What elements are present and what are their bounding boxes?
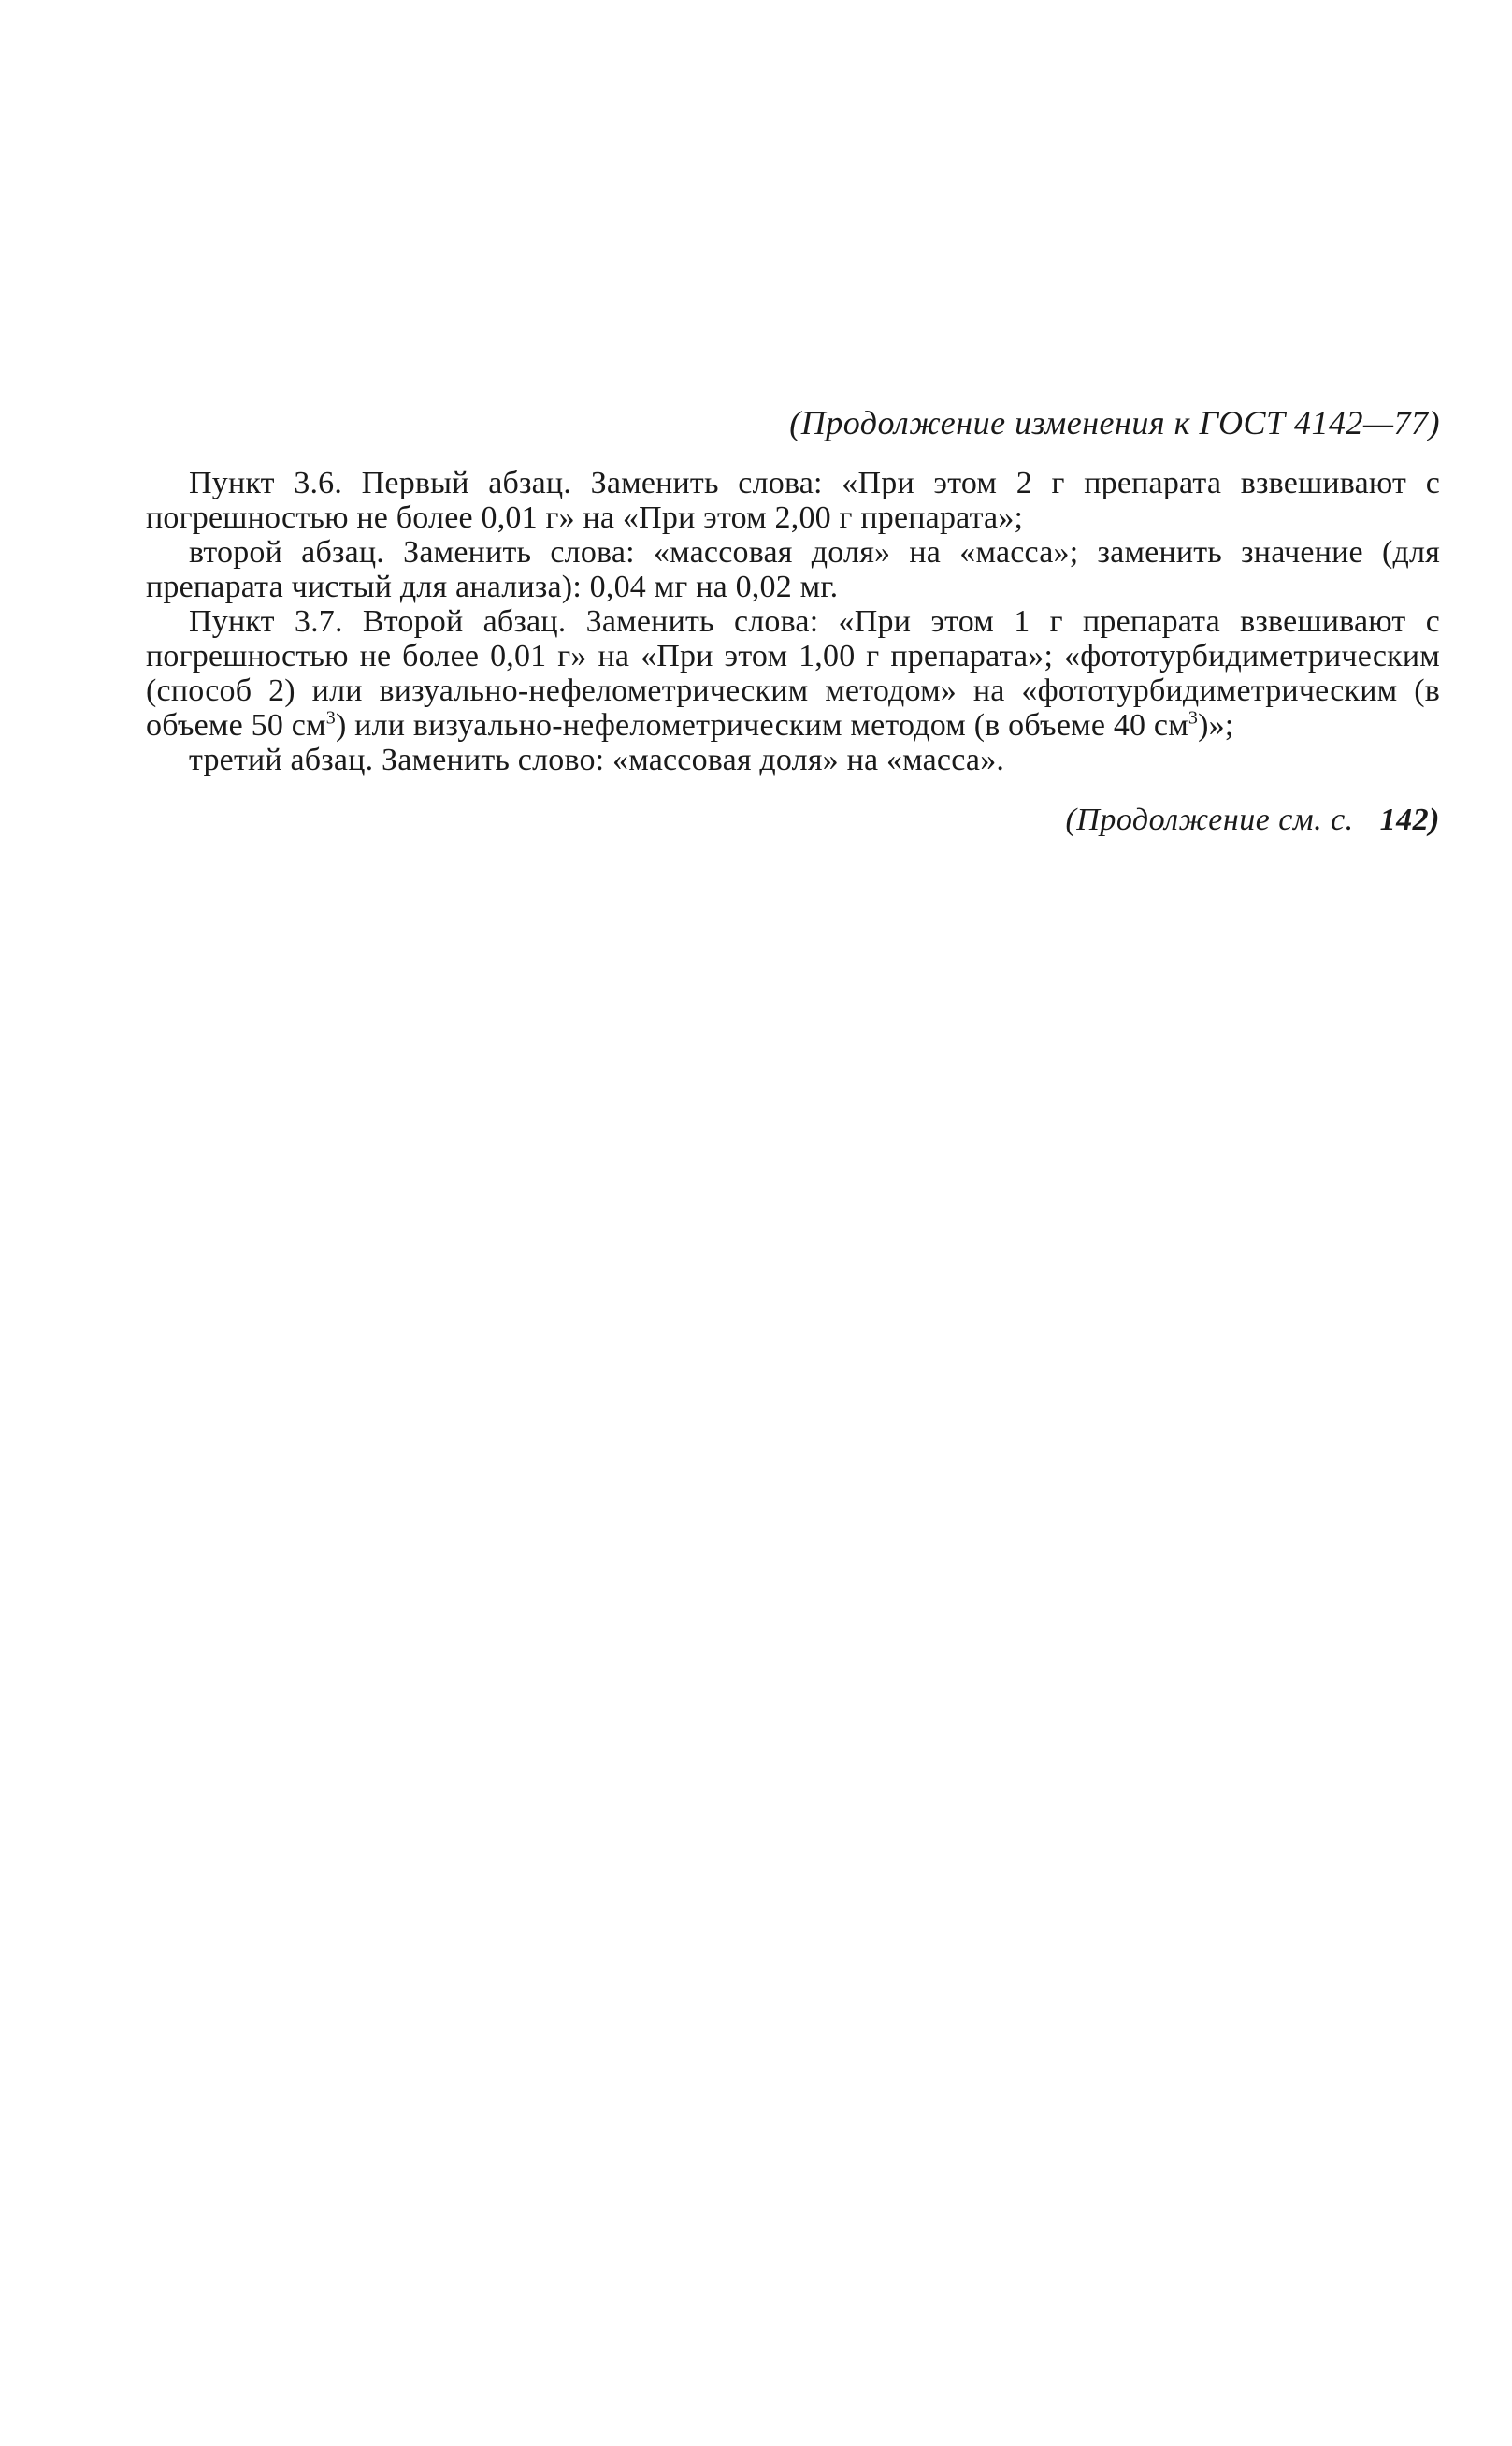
paragraph-item-3-7-second — [146, 604, 1440, 743]
footer-label: (Продолжение см. с. — [1065, 803, 1354, 837]
superscript-cm3-second: 3 — [1188, 707, 1199, 729]
continuation-footer — [146, 800, 1440, 841]
paragraph-3-7-part-2: ) или визуально-нефелометрическим методом (в объеме 40 см — [335, 708, 1188, 743]
paragraph-3-7-part-1: Пункт 3.7. Второй абзац. Заменить слова: «При этом 1 г препарата взвешивают с погрешностью не более 0,01 г» на «При этом 1,00 г препарата»; «фототурбидиметрическим (способ 2) или визуально-нефелометрическим методом» на «фототурбидиметрическим (в объеме 50 см — [146, 604, 1440, 743]
footer-page-ref: 142) — [1379, 803, 1440, 837]
continuation-header: (Продолжение изменения к ГОСТ 4142—77) — [789, 404, 1440, 441]
paragraph-item-3-6-second: второй абзац. Заменить слова: «массовая доля» на «масса»; заменить значение (для препарата чистый для анализа): 0,04 мг на 0,02 мг. — [146, 535, 1440, 604]
amendment-text-block — [146, 402, 1440, 841]
superscript-cm3-first: 3 — [325, 707, 336, 729]
paragraph-item-3-6-first: Пункт 3.6. Первый абзац. Заменить слова: «При этом 2 г препарата взвешивают с погрешностью не более 0,01 г» на «При этом 2,00 г препарата»; — [146, 466, 1440, 535]
paragraph-item-3-7-third: третий абзац. Заменить слово: «массовая доля» на «масса». — [189, 743, 1005, 777]
paragraph-3-7-part-3: )»; — [1198, 708, 1234, 743]
